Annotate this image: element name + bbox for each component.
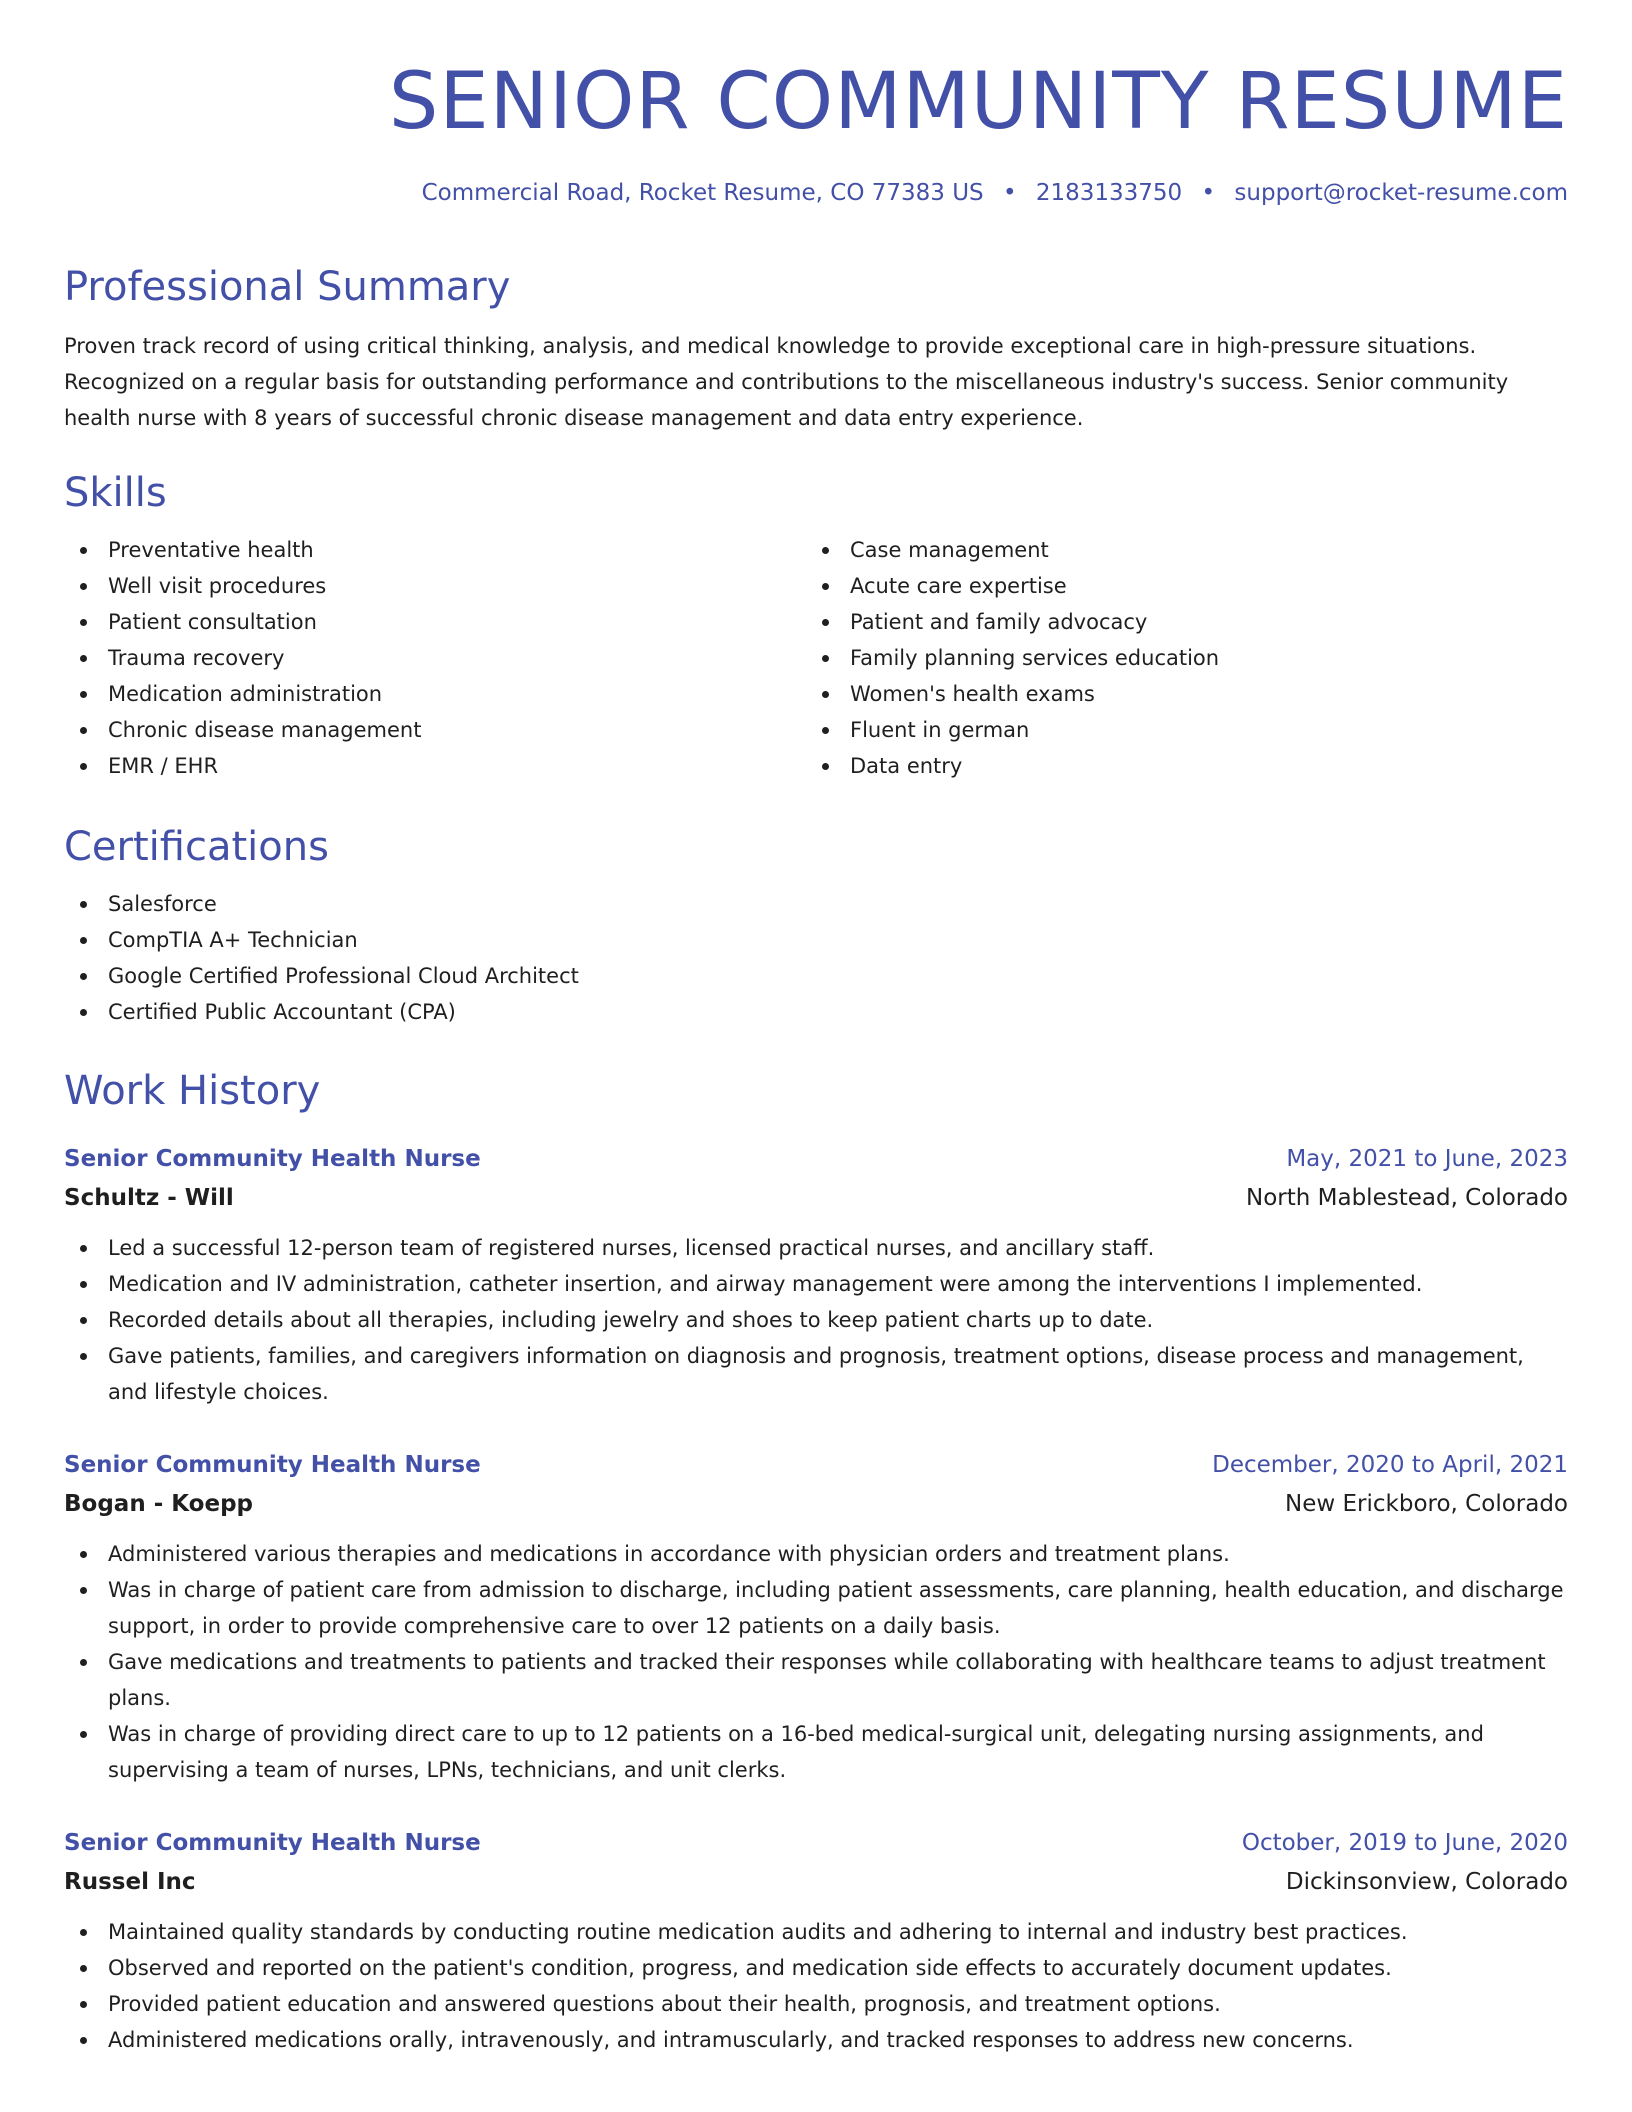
job-location: Dickinsonview, Colorado <box>1285 1869 1568 1895</box>
contact-phone: 2183133750 <box>1035 180 1183 206</box>
job-entry <box>64 1824 1568 2058</box>
skill-item: Data entry <box>806 748 1548 784</box>
job-location: North Mablestead, Colorado <box>1246 1185 1568 1211</box>
job-bullets <box>64 1230 1568 1410</box>
job-company: Bogan - Koepp <box>64 1491 253 1517</box>
job-title: Senior Community Health Nurse <box>64 1146 481 1172</box>
job-header <box>64 1140 1568 1178</box>
job-bullets <box>64 1536 1568 1788</box>
skills-list-left <box>64 532 806 784</box>
job-subheader <box>64 1178 1568 1218</box>
certifications-section <box>64 822 1568 1030</box>
skills-section <box>64 468 1568 784</box>
skill-item: EMR / EHR <box>64 748 806 784</box>
section-title-skills: Skills <box>64 470 167 516</box>
skill-item: Patient consultation <box>64 604 806 640</box>
skills-list-right <box>806 532 1548 784</box>
job-bullet: Administered various therapies and medications in accordance with physician orders and treatment plans. <box>64 1536 1568 1572</box>
skill-item: Trauma recovery <box>64 640 806 676</box>
job-header <box>64 1446 1568 1484</box>
job-bullet: Medication and IV administration, catheter insertion, and airway management were among the interventions I implemented. <box>64 1266 1568 1302</box>
section-title-work-history: Work History <box>64 1068 321 1114</box>
skill-item: Women's health exams <box>806 676 1548 712</box>
job-dates: October, 2019 to June, 2020 <box>1241 1830 1568 1856</box>
job-header <box>64 1824 1568 1862</box>
job-entry <box>64 1140 1568 1410</box>
job-bullet: Maintained quality standards by conducting routine medication audits and adhering to internal and industry best practices. <box>64 1914 1568 1950</box>
section-title-certifications: Certifications <box>64 824 329 870</box>
job-company: Russel Inc <box>64 1869 196 1895</box>
certification-item: Certified Public Accountant (CPA) <box>64 994 1568 1030</box>
contact-separator: • <box>1201 180 1216 206</box>
job-bullet: Was in charge of patient care from admission to discharge, including patient assessments, care planning, health education, and discharge support, in order to provide comprehensive care to over 12 patients on a daily basis. <box>64 1572 1568 1644</box>
job-bullet: Observed and reported on the patient's condition, progress, and medication side effects to accurately document updates. <box>64 1950 1568 1986</box>
job-bullets <box>64 1914 1568 2058</box>
job-subheader <box>64 1862 1568 1902</box>
contact-line <box>422 180 1568 206</box>
summary-section <box>64 262 1568 436</box>
skill-item: Case management <box>806 532 1548 568</box>
skill-item: Fluent in german <box>806 712 1548 748</box>
contact-email[interactable]: support@rocket-resume.com <box>1234 180 1568 206</box>
skill-item: Medication administration <box>64 676 806 712</box>
contact-separator: • <box>1002 180 1017 206</box>
skill-item: Preventative health <box>64 532 806 568</box>
skill-item: Acute care expertise <box>806 568 1548 604</box>
job-dates: December, 2020 to April, 2021 <box>1212 1452 1568 1478</box>
work-history-section <box>64 1066 1568 1116</box>
job-company: Schultz - Will <box>64 1185 234 1211</box>
job-bullet: Recorded details about all therapies, including jewelry and shoes to keep patient charts up to date. <box>64 1302 1568 1338</box>
job-subheader <box>64 1484 1568 1524</box>
job-bullet: Provided patient education and answered questions about their health, prognosis, and treatment options. <box>64 1986 1568 2022</box>
resume-name: SENIOR COMMUNITY RESUME <box>388 57 1568 147</box>
skills-grid <box>64 532 1568 784</box>
job-location: New Erickboro, Colorado <box>1285 1491 1568 1517</box>
job-bullet: Gave patients, families, and caregivers information on diagnosis and prognosis, treatment options, disease process and management, and lifestyle choices. <box>64 1338 1568 1410</box>
certification-item: Google Certified Professional Cloud Architect <box>64 958 1568 994</box>
job-title: Senior Community Health Nurse <box>64 1452 481 1478</box>
skill-item: Family planning services education <box>806 640 1548 676</box>
certification-item: Salesforce <box>64 886 1568 922</box>
skill-item: Chronic disease management <box>64 712 806 748</box>
job-title: Senior Community Health Nurse <box>64 1830 481 1856</box>
skill-item: Patient and family advocacy <box>806 604 1548 640</box>
certification-item: CompTIA A+ Technician <box>64 922 1568 958</box>
certifications-list <box>64 886 1568 1030</box>
contact-address: Commercial Road, Rocket Resume, CO 77383 US <box>421 180 984 206</box>
summary-text: Proven track record of using critical thinking, analysis, and medical knowledge to provide exceptional care in high-pressure situations. Recognized on a regular basis for outstanding performance and contributions to the miscellaneous industry's success. Senior community health nurse with 8 years of successful chronic disease management and data entry experience. <box>64 334 1509 430</box>
job-bullet: Led a successful 12-person team of registered nurses, licensed practical nurses, and ancillary staff. <box>64 1230 1568 1266</box>
job-entry <box>64 1446 1568 1788</box>
job-bullet: Was in charge of providing direct care to up to 12 patients on a 16-bed medical-surgical unit, delegating nursing assignments, and supervising a team of nurses, LPNs, technicians, and unit clerks. <box>64 1716 1568 1788</box>
skill-item: Well visit procedures <box>64 568 806 604</box>
section-title-summary: Professional Summary <box>64 264 511 310</box>
job-bullet: Gave medications and treatments to patients and tracked their responses while collaborating with healthcare teams to adjust treatment plans. <box>64 1644 1568 1716</box>
job-bullet: Administered medications orally, intravenously, and intramuscularly, and tracked responses to address new concerns. <box>64 2022 1568 2058</box>
job-dates: May, 2021 to June, 2023 <box>1286 1146 1568 1172</box>
